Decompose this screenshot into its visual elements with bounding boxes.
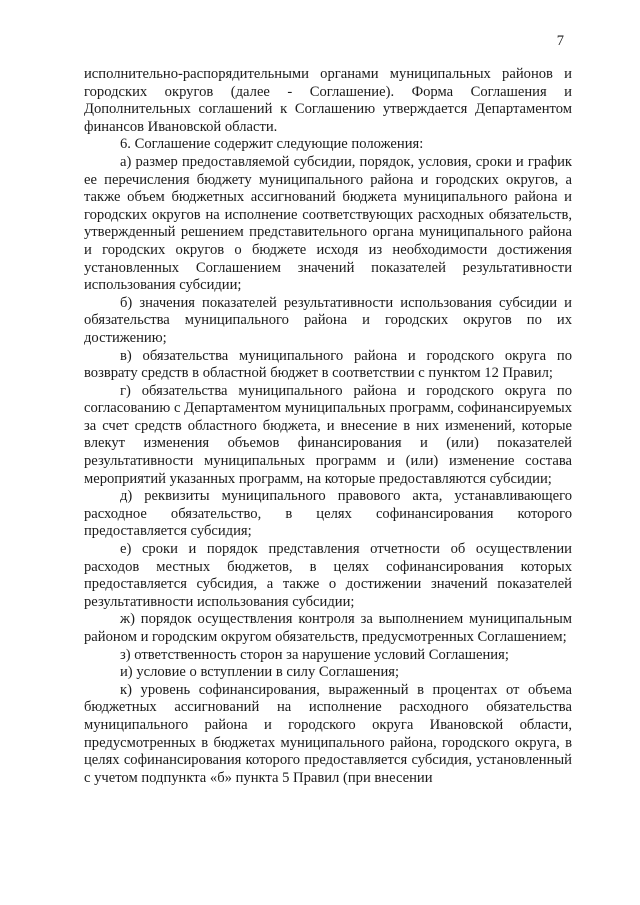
paragraph-item-i: и) условие о вступлении в силу Соглашения; (120, 664, 400, 681)
document-body (84, 66, 572, 787)
paragraph-item-z: з) ответственность сторон за нарушение условий Соглашения; (120, 646, 509, 663)
paragraph-item-d: д) реквизиты муниципального правового акта, устанавливающего расходное обязательство, в целях софинансирования которого предоставляется субсидия; (84, 488, 572, 540)
paragraph-item-b: б) значения показателей результативности использования субсидии и обязательства муниципального района и городских округов по их достижению; (84, 294, 572, 346)
paragraph-item-k: к) уровень софинансирования, выраженный в процентах от объема бюджетных ассигнований на исполнение расходного обязательства муниципального района и городского округа Ивановской области, предусмотренных в бюджетах муниципального района, городского округа, в целях софинансирования которого предоставляется субсидия, установленный с учетом подпункта «б» пункта 5 Правил (при внесении (84, 681, 572, 786)
paragraph-item-e: е) сроки и порядок представления отчетности об осуществлении расходов местных бюджетов, в целях софинансирования которых предоставляется субсидия, а также о достижении значений показателей результативности использования субсидии; (84, 541, 572, 610)
paragraph-item-g: г) обязательства муниципального района и городского округа по согласованию с Департаментом муниципальных программ, софинансируемых за счет средств областного бюджета, и внесение в них изменений, которые влекут изменения объемов финансирования и (или) показателей результативности муниципальных программ и (или) изменение состава мероприятий указанных программ, на которые предоставляются субсидии; (84, 382, 572, 487)
paragraph-continuation: исполнительно-распорядительными органами муниципальных районов и городских округов (далее - Соглашение). Форма Соглашения и Дополнительных соглашений к Соглашению утверждается Департаментом финансов Ивановской области. (84, 66, 572, 135)
page-number: 7 (556, 33, 564, 49)
paragraph-item-v: в) обязательства муниципального района и городского округа по возврату средств в областной бюджет в соответствии с пунктом 12 Правил; (84, 347, 572, 382)
paragraph-item-a: а) размер предоставляемой субсидии, порядок, условия, сроки и график ее перечисления бюджету муниципального района и городских округов, а также объем бюджетных ассигнований бюджета муниципального района и городских округов на исполнение соответствующих расходных обязательств, утвержденный решением представительного органа муниципального района и городских округов о бюджете исходя из необходимости достижения установленных Соглашением значений показателей результативности использования субсидии; (84, 153, 572, 294)
paragraph-section-6: 6. Соглашение содержит следующие положения: (120, 136, 424, 153)
paragraph-item-zh: ж) порядок осуществления контроля за выполнением муниципальным районом и городским округом обязательств, предусмотренных Соглашением; (84, 611, 572, 645)
